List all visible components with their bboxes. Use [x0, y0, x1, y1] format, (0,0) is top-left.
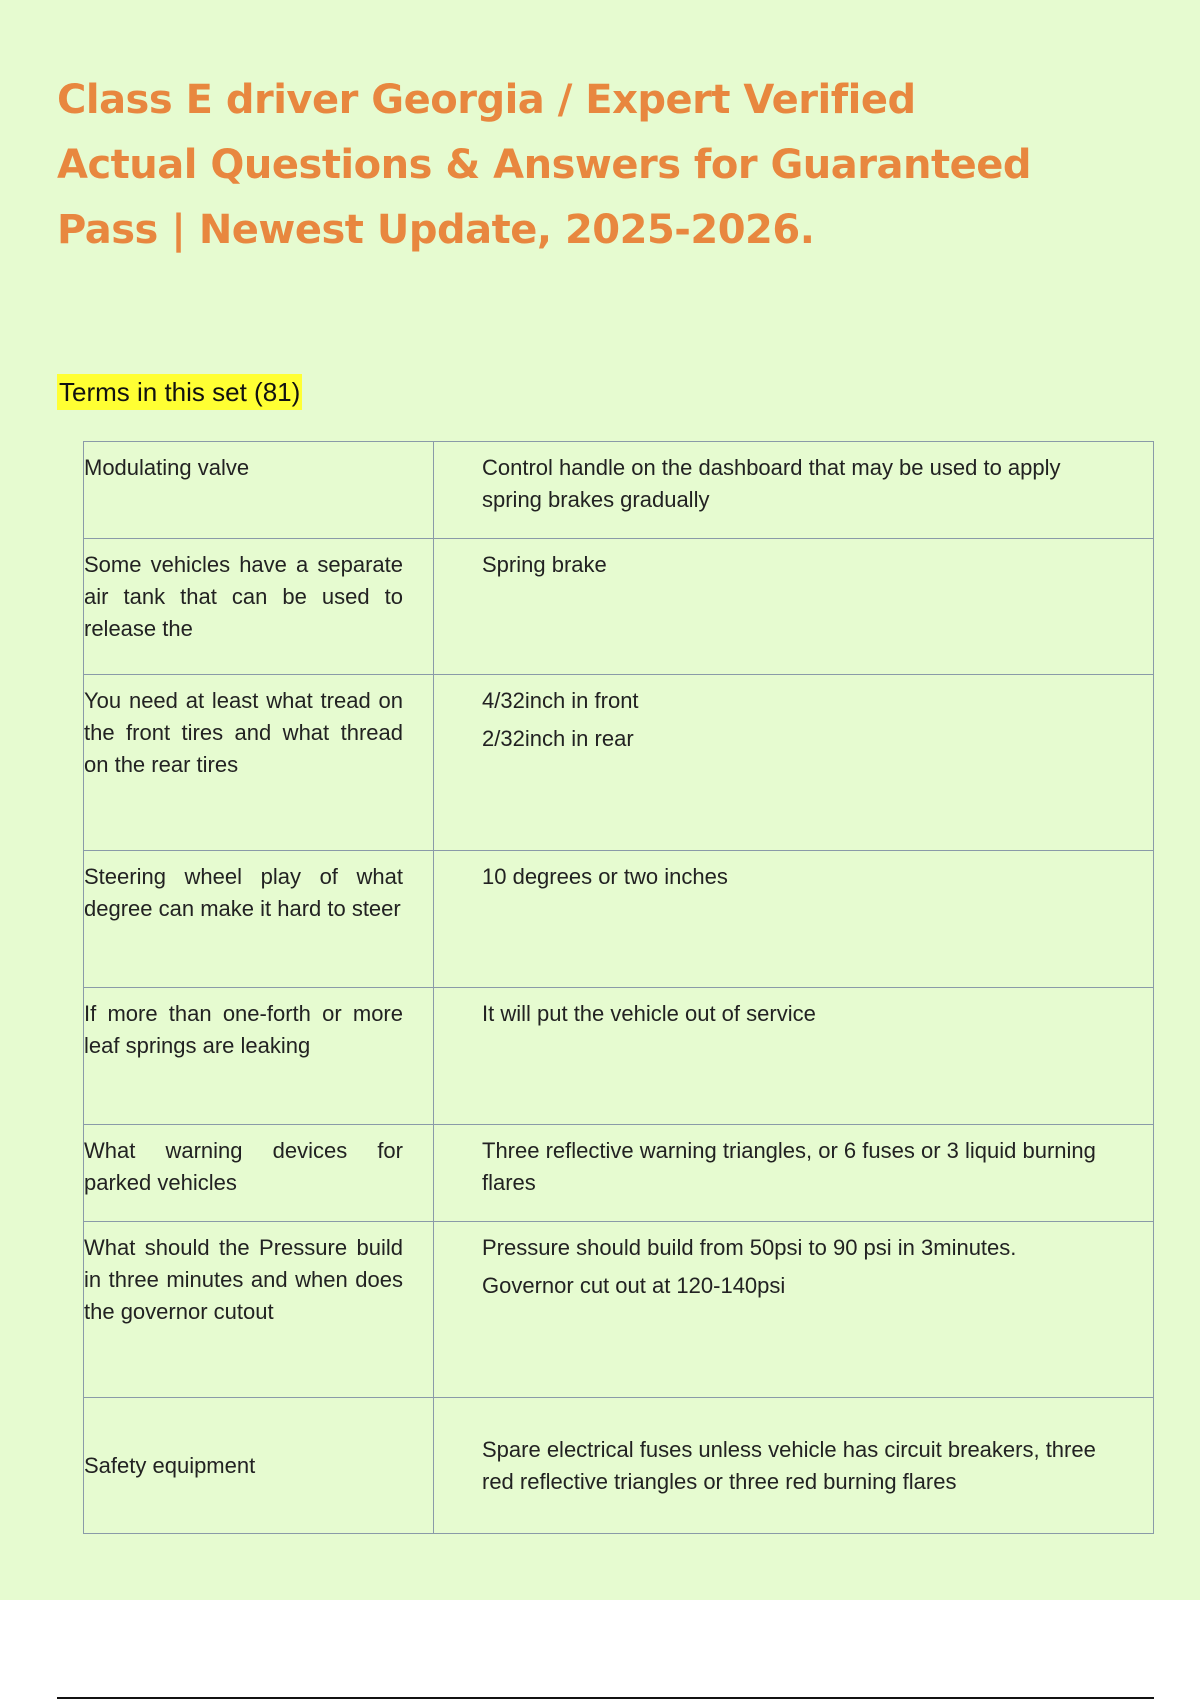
terms-table [83, 441, 1154, 1534]
definition-cell [434, 675, 1154, 851]
document-title: Class E driver Georgia / Expert Verified Actual Questions & Answers for Guaranteed Pass | Newest Update, 2025-2026. [57, 77, 1031, 253]
definition-line: Three reflective warning triangles, or 6 fuses or 3 liquid burning flares [482, 1138, 1096, 1195]
footer-divider [57, 1697, 1154, 1699]
definition-line: 2/32inch in rear [482, 726, 634, 751]
definition-cell [434, 1222, 1154, 1398]
definition-cell [434, 851, 1154, 988]
table-row [84, 1222, 1154, 1398]
definition-line: It will put the vehicle out of service [482, 1001, 816, 1026]
definition-line: 10 degrees or two inches [482, 864, 728, 889]
term-cell: Some vehicles have a separate air tank that can be used to release the [84, 539, 434, 675]
terms-count-label: Terms in this set (81) [57, 374, 302, 410]
definition-cell [434, 539, 1154, 675]
table-row [84, 539, 1154, 675]
table-row [84, 988, 1154, 1125]
term-cell: If more than one-forth or more leaf springs are leaking [84, 988, 434, 1125]
table-row [84, 675, 1154, 851]
definition-cell [434, 988, 1154, 1125]
definition-line: Control handle on the dashboard that may be used to apply spring brakes gradually [482, 455, 1061, 512]
definition-line: 4/32inch in front [482, 688, 639, 713]
definition-line: Spring brake [482, 552, 607, 577]
definition-line: Governor cut out at 120-140psi [482, 1273, 786, 1298]
term-cell: What should the Pressure build in three minutes and when does the governor cutout [84, 1222, 434, 1398]
table-row [84, 442, 1154, 539]
term-cell: What warning devices for parked vehicles [84, 1125, 434, 1222]
term-cell: You need at least what tread on the front tires and what thread on the rear tires [84, 675, 434, 851]
definition-cell [434, 442, 1154, 539]
table-row [84, 1398, 1154, 1534]
definition-line: Spare electrical fuses unless vehicle has circuit breakers, three red reflective triangles or three red burning flares [482, 1436, 1096, 1494]
term-cell: Steering wheel play of what degree can make it hard to steer [84, 851, 434, 988]
term-cell: Safety equipment [84, 1398, 434, 1534]
term-cell: Modulating valve [84, 442, 434, 539]
table-row [84, 1125, 1154, 1222]
definition-cell [434, 1398, 1154, 1534]
definition-cell [434, 1125, 1154, 1222]
table-row [84, 851, 1154, 988]
definition-line: Pressure should build from 50psi to 90 psi in 3minutes. [482, 1235, 1017, 1260]
